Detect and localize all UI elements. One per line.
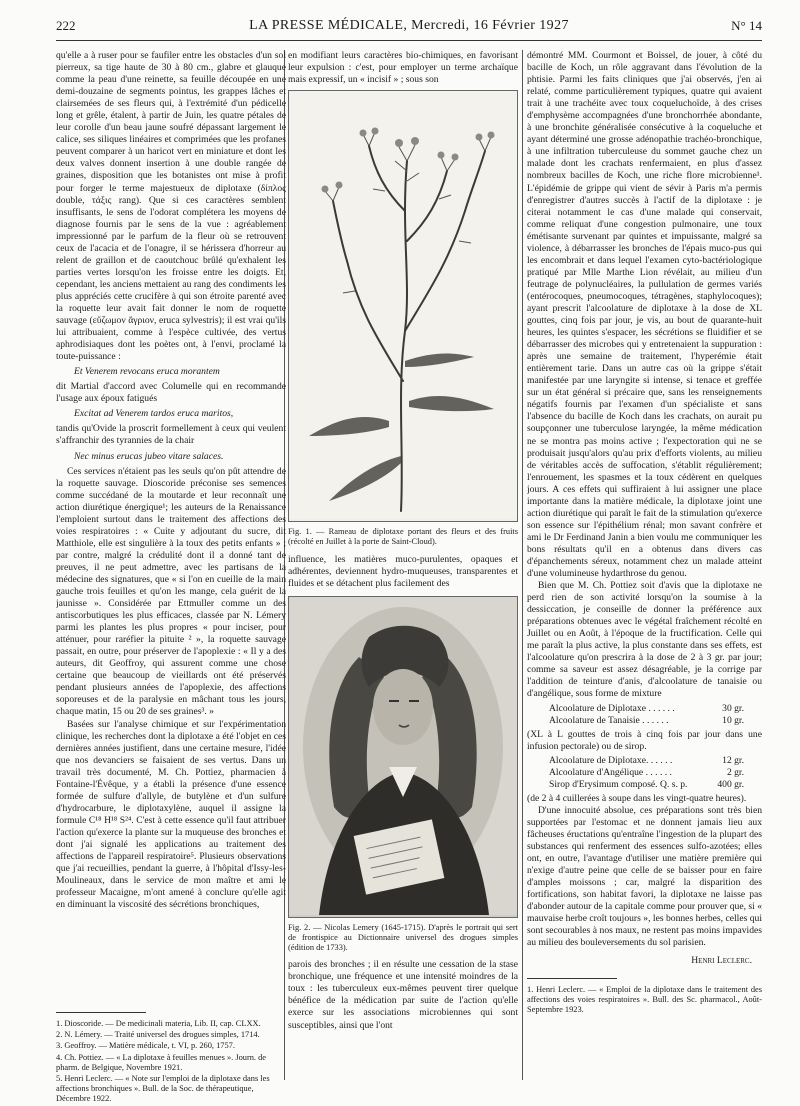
footnote-rule [56,1012,146,1013]
verse-quote: Nec minus erucas jubeo vitare salaces. [74,450,224,462]
column-3 [527,50,762,1080]
figure-diplotaxe-plant [288,90,518,522]
paragraph: D'une innocuité absolue, ces préparations sont très bien supportées par l'estomac et ne donnent jamais lieu aux fâcheuses éructations qu'entraîne l'ingestion de la plupart des substances qui renferment des essences sulfo-azotées; elles ont, en outre, l'avantage d'utiliser une matière première qui n'exige d'autre peine que celle de se baisser pour en faire d'amples moissons ; car, malgré la disparition des fortifications, son habitat favori, la diplotaxe ne laisse pas d'abonder autour de la capitale comme pour prouver que, si « mauvaise herbe croît toujours », les bonnes herbes, celles qui sont secourables à nos maux, ne restent pas moins impavides au milieu des bouleversements du sol parisien. [527,804,762,949]
footnote: 2. N. Lémery. — Traité universel des drogues simples, 1714. [56,1030,260,1040]
recipe-line: Sirop d'Erysimum composé. Q. s. p. 400 gr. [549,778,744,790]
recipe-line: Alcoolature de Tanaisie . . . . . . 10 gr. [549,714,744,726]
column-divider [522,50,523,1080]
journal-title: LA PRESSE MÉDICALE, Mercredi, 16 Février 1927 [249,18,569,33]
recipe-mixture [549,703,762,727]
verse-quote: Excitat ad Venerem tardos eruca maritos, [74,408,234,420]
recipe-line: Alcoolature de Diplotaxe . . . . . . 30 gr. [549,702,744,714]
column-1 [56,50,286,1005]
paragraph: en modifiant leurs caractères bio-chimiques, en favorisant leur expulsion : c'est, pour employer un terme archaïque mais expressif, un « incisif » ; sous son [288,50,518,86]
page-header [56,18,762,38]
recipe-syrup [549,755,762,791]
paragraph: influence, les matières muco-purulentes, opaques et adhérentes, deviennent hydro-muqueuses, transparentes et fluides et se détachent plus facilement des [288,553,518,589]
footnotes [56,1012,286,1106]
footnote-rule [527,978,617,979]
author-signature: Henri Leclerc. [691,955,752,967]
recipe-line: Alcoolature de Diplotaxe. . . . . . 12 gr. [549,754,744,766]
paragraph: parois des bronches ; il en résulte une cessation de la stase bronchique, une fréquence et une intensité moindres de la toux : les tuberculeux eux-mêmes peuvent tirer quelque bénéfice de la médication par suite de l'action qu'elle exerce sur les associations microbiennes qui sont susceptibles, ainsi que l'ont [288,959,518,1031]
page-number: 222 [56,18,76,33]
paragraph: Basées sur l'analyse chimique et sur l'expérimentation clinique, les recherches dont la diplotaxe a été l'objet en ces dernières années justifient, dans une certaine mesure, l'idée que nos devanciers se faisaient de ses vertus. Dans un travail très documenté, M. Ch. Pottiez, pharmacien à Fontaine-l'Évêque, y a établi la présence d'une essence formée de sulfure d'allyle, de butylène et d'un sulfure d'hydrocarbure, le diplotaxylène, auquel il assigne la formule C¹⁸ H¹⁸ S²⁴. C'est à cette essence qu'il faut attribuer l'action qu'exerce la plante sur la muqueuse des bronches et dont j'ai signalé les applications au traitement des affections de l'appareil respiratoire⁵. Plusieurs observations que j'ai recueillies, pendant la guerre, à l'hôpital d'Issy-les-Moulineaux, dans le service de mon maître et ami le professeur Macaigne, m'ont amené à conclure qu'elle agit en diminuant la viscosité des sécrétions bronchiques, [56,718,286,911]
paragraph: (de 2 à 4 cuillerées à soupe dans les vingt-quatre heures). [527,792,747,804]
figure-caption: Fig. 2. — Nicolas Lemery (1645-1715). D'après le portrait qui sert de frontispice au Dictionnaire universel des drogues simples (édition de 1733). [288,922,518,953]
recipe-line: Alcoolature d'Angélique . . . . . . 2 gr. [549,766,744,778]
verse-quote: Et Venerem revocans eruca morantem [74,366,220,378]
issue-number: N° 14 [731,18,762,33]
portrait-engraving [289,597,517,915]
paragraph: démontré MM. Courmont et Boissel, de jouer, à côté du bacille de Koch, un rôle aggravant dans l'évolution de la phtisie. Parmi les faits cliniques que j'ai observés, j'en ai relaté, comme particulièrement typiques, quatre qui avaient trait à une trachéite avec toux coqueluchoïde, à des crises d'emphysème accompagnées d'une bronchorrhée abondante, à une bronchite généralisée consécutive à la coqueluche et ayant déterminé une grosse adénopathie trachéo-bronchique, à une infiltration tuberculeuse du sommet gauche chez un malade dont les crachats renfermaient, en plus d'assez nombreux bacilles de Koch, une riche flore microbienne¹. L'épidémie de grippe qui vient de sévir à Paris m'a permis d'enregistrer d'autres succès à l'actif de la diplotaxe : je citerai notamment le cas d'une malade qui conservait, comme reliquat d'une congestion pulmonaire, une toux émétisante survenant par quintes et impuissante, malgré sa violence, à débarrasser les bronches de l'épais muco-pus qui les encombrait et dans lequel l'examen cyto-bactériologique pratiqué par Mlle Marthe Lion révélait, au milieu d'un feutrage de polynucléaires, la pullulation de germes variés (entérocoques, pneumocoques, tétragènes, staphylocoques); ayant prescrit l'alcoolature de diplotaxe à la dose de XL gouttes, cinq fois par jour, je vis, au bout de quarante-huit heures, les quintes s'espacer, les sécrétions se fluidifier et se débarrasser des microbes qui y entretenaient la suppuration : après une semaine de traitement, l'hyperémie était entièrement tarie. Dans un autre cas où la grippe s'était manifestée par une laryngite si intense, si tenace et greffée sur un état général si précaire que, sans les renseignements négatifs fournis par l'examen d'un spécialiste et sans l'absence du bacille de Koch dans les crachats, on aurait pu soupçonner une tuberculose laryngée, la même médication ne se montra pas moins active ; l'expectoration qui ne se produisait jusqu'alors qu'au prix d'efforts violents, au milieu de véritables accès de suffocation, s'établit régulièrement; l'enrouement, les spasmes et la toux cédèrent en quelques jours. A ces effets qui suffiraient à lui assigner une place importante dans la matière médicale, la diplotaxe joint une action diurétique qui paraît le fait de la stimulation qu'exerce son essence sur l'épithélium rénal; mon savant confrère et ami le Dr Ferdinand Janin a bien voulu me communiquer les bons résultats qu'il en a obtenus dans divers cas d'épanchements séreux, notamment chez un malade atteint d'une volumineuse hydarthrose du genou. [527,50,762,580]
footnote: 1. Henri Leclerc. — « Emploi de la diplotaxe dans le traitement des affections des voies respiratoires ». Bull. des Sc. pharmacol., Août-Septembre 1923. [527,984,762,1014]
paragraph: (XL à L gouttes de trois à cinq fois par jour dans une infusion pectorale) ou de sirop. [527,728,762,752]
header-rule [56,40,762,41]
footnote: 1. Dioscoride. — De medicinali materia, Lib. II, cap. CLXX. [56,1019,261,1028]
paragraph: Ces services n'étaient pas les seuls qu'on pût attendre de la roquette sauvage. Dioscoride préconise ses semences comme succédané de la moutarde et leur reconnaît une action diurétique énergique¹; les auteurs de la Renaissance l'emploient surtout dans le traitement des affections des voies respiratoires : « Cuite y adjoutant du sucre, dit Matthiole, elle est singulière à la toux des petits enfants » ; par contre, malgré la crédulité dont il a donné tant de preuves, il ne peut admettre, avec les partisans de la médecine des signatures, que « si l'on en cueille de la main gauche trois feuilles et qu'on les mange, cela guérit de la jaunisse ». Considérée par Ettmuller comme un des antiscorbutiques les plus efficaces, classée par N. Lémery parmi les plantes les plus propres « pour inciser, pour atténuer, pour raréfier la pituite ² », la roquette sauvage passait, en outre, pour préserver de l'apoplexie : « Il y a des auteurs, dit Geoffroy, qui assurent comme une chose certaine que beaucoup de vieillards ont été préservés pendant plusieurs années de l'apoplexie, des affections soporeuses et de la paralysie en mâchant tous les jours, chaque matin, 15 ou 20 de ses graines³. » [56,465,286,718]
footnote: 5. Henri Leclerc. — « Note sur l'emploi de la diplotaxe dans les affections bronchiques ». Bull. de la Soc. de thérapeutique, Décembre 1922. [56,1074,270,1104]
footnote: 4. Ch. Pottiez. — « La diplotaxe à feuilles menues ». Journ. de pharm. de Belgique, Novembre 1921. [56,1052,267,1072]
paragraph: dit Martial d'accord avec Columelle qui en recommande l'usage aux époux fatigués [56,381,286,405]
paragraph: tandis qu'Ovide la proscrit formellement à ceux qui veulent s'affranchir des tyrannies de la chair [56,423,286,447]
footnote: 3. Geoffroy. — Matière médicale, t. VI, p. 260, 1757. [56,1041,235,1051]
figure-lemery-portrait [288,596,518,918]
figure-caption: Fig. 1. — Rameau de diplotaxe portant des fleurs et des fruits (récolté en Juillet à la porte de Saint-Cloud). [288,527,518,547]
column-2 [288,50,518,1080]
paragraph: Bien que M. Ch. Pottiez soit d'avis que la diplotaxe ne perd rien de son activité lorsqu'on la soumise à la dessiccation, je conseille de donner la préférence aux préparations obtenues avec le végétal fraîchement récolté en Juillet ou en Août, à l'époque de la fructification. Celle qui me paraît la plus active, la plus constante dans ses effets, est l'alcoolature qu'on prescrira à la dose de 2 à 3 gr. par jour; comme sa saveur est assez désagréable, je la corrige par l'addition de teinture d'anis, d'alcoolature de tanaisie ou d'angélique, sous forme de mixture [527,580,762,700]
paragraph: qu'elle a à ruser pour se faufiler entre les obstacles d'un sol pierreux, sa tige haute de 30 à 80 cm., glabre et glauque comme la peau d'une reinette, sa feuille découpée en une demi-douzaine de segments pointus, les grappes lâches et clairsemées de ses fleurs qui, à l'extrémité d'un pédicelle long et grêle, étalent, à partir de Juin, les quatre pétales de leur corolle d'un beau jaune soufré dépassant largement le calice, ses siliques linéaires et comprimées que les profanes peuvent comparer à un haricot vert en miniature et dont les deux valves donnent insertion à une double rangée de graines, disposition que les botanistes ont mise à profit pour forger le terme majestueux de diplotaxe (δίπλος double, τάξις rang). Que si ces caractères semblent insuffisants, le sens de l'odorat complétera les moyens de diagnose fournis par le sens de la vue : agréablement impressionné par le parfum de la fleur où se retrouvent ceux de l'acacia et de l'onagre, il se hérissera d'horreur au relent de graillon et de caoutchouc brûlé qu'exhalent les parties vertes lorsqu'on les froisse entre les doigts. Et, cependant, les anciens mettaient au rang des condiments les plus appréciés cette crucifère à qui son étroite parenté avec la roquette leur avait fait donner le nom de roquette sauvage (εὔζωμον ἄγριον, eruca sylvestris); il est vrai qu'ils lui attribuaient, comme à l'espèce cultivée, des vertus aphrodisiaques dont les poètes ont, à l'envi, proclamé la toute-puissance : [56,50,286,363]
plant-illustration [289,91,517,519]
